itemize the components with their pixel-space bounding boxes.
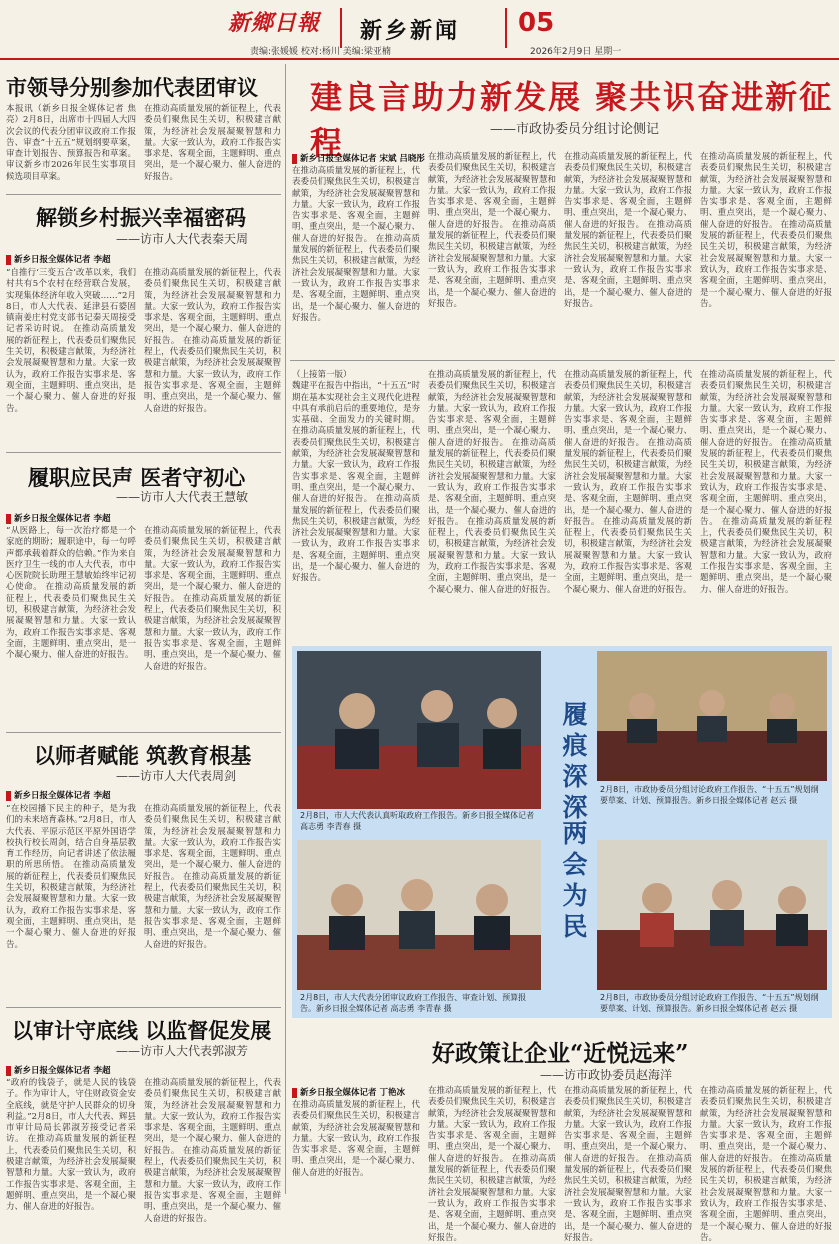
photo-meeting-3	[297, 840, 541, 990]
article-body: “从医路上，每一次治疗都是一个家庭的期盼；履职途中，每一句呼声都承载着群众的信赖。”作为来自医疗卫生一线的市人大代表，市中心医院院长助理王慧敏始终牢记初心使命。 在推动高质量发展的新征程上，代表委员们聚焦民生关切，积极建言献策，为经济社会发展凝聚智慧和力量。大家一致认为，政府工作报告实事求是、客观全面，主题鲜明、重点突出，是一个凝心聚力、催人奋进的好报告。	[6, 526, 136, 661]
masthead-divider-2	[505, 8, 507, 48]
photo-image	[597, 651, 827, 781]
photo-caption: 2月8日，市政协委员分组讨论政府工作报告、“十五五”规划纲要草案、计划、预算报告。新乡日报全媒体记者 赵云 摄	[600, 993, 819, 1013]
divider	[290, 360, 835, 361]
column-rule	[285, 64, 286, 1194]
article-byline: 新乡日报全媒体记者 李超	[6, 253, 110, 265]
article-body-cont: 在推动高质量发展的新征程上，代表委员们聚焦民生关切，积极建言献策，为经济社会发展凝聚智慧和力量。大家一致认为，政府工作报告实事求是、客观全面，主题鲜明、重点突出，是一个凝心聚力、催人奋进的好报告。	[144, 104, 281, 182]
photo-caption: 2月8日，市人大代表分团审议政府工作报告、审查计划、预算报告。新乡日报全媒体记者 高志勇 李青春 摄	[300, 993, 527, 1013]
bottom-body: 在推动高质量发展的新征程上，代表委员们聚焦民生关切，积极建言献策，为经济社会发展凝聚智慧和力量。大家一致认为，政府工作报告实事求是、客观全面，主题鲜明、重点突出，是一个凝心聚力、催人奋进的好报告。 在推动高质量发展的新征程上，代表委员们聚焦民生关切，积极建言献策，为经济社会发展凝聚智慧和力量。大家一致认为，政府工作报告实事求是、客观全面，主题鲜明、重点突出，是一个凝心聚力、催人奋进的好报告。	[700, 1086, 832, 1243]
feature-title-block-2	[545, 800, 595, 1000]
lead-body: 在推动高质量发展的新征程上，代表委员们聚焦民生关切，积极建言献策，为经济社会发展凝聚智慧和力量。大家一致认为，政府工作报告实事求是、客观全面，主题鲜明、重点突出，是一个凝心聚力、催人奋进的好报告。 在推动高质量发展的新征程上，代表委员们聚焦民生关切，积极建言献策，为经济社会发展凝聚智慧和力量。大家一致认为，政府工作报告实事求是、客观全面，主题鲜明、重点突出，是一个凝心聚力、催人奋进的好报告。	[564, 152, 692, 309]
photo-image	[297, 840, 541, 990]
masthead	[0, 0, 839, 62]
photo-caption: 2月8日，市人大代表认真听取政府工作报告。新乡日报全媒体记者 高志勇 李青春 摄	[300, 811, 535, 831]
continued-body: （上接第一版） 魏建平在报告中指出，“十五五”时期在基本实现社会主义现代化进程中具有承前启后的重要地位，是夯实基础、全面发力的关键时期。 在推动高质量发展的新征程上，代表委员们聚焦民生关切，积极建言献策，为经济社会发展凝聚智慧和力量。大家一致认为，政府工作报告实事求是、客观全面，主题鲜明、重点突出，是一个凝心聚力、催人奋进的好报告。 在推动高质量发展的新征程上，代表委员们聚焦民生关切，积极建言献策，为经济社会发展凝聚智慧和力量。大家一致认为，政府工作报告实事求是、客观全面，主题鲜明、重点突出，是一个凝心聚力、催人奋进的好报告。	[292, 370, 420, 584]
continued-body: 在推动高质量发展的新征程上，代表委员们聚焦民生关切，积极建言献策，为经济社会发展凝聚智慧和力量。大家一致认为，政府工作报告实事求是、客观全面，主题鲜明、重点突出，是一个凝心聚力、催人奋进的好报告。 在推动高质量发展的新征程上，代表委员们聚焦民生关切，积极建言献策，为经济社会发展凝聚智慧和力量。大家一致认为，政府工作报告实事求是、客观全面，主题鲜明、重点突出，是一个凝心聚力、催人奋进的好报告。 在推动高质量发展的新征程上，代表委员们聚焦民生关切，积极建言献策，为经济社会发展凝聚智慧和力量。大家一致认为，政府工作报告实事求是、客观全面，主题鲜明、重点突出，是一个凝心聚力、催人奋进的好报告。	[700, 370, 832, 595]
article-body-cont: 在推动高质量发展的新征程上，代表委员们聚焦民生关切，积极建言献策，为经济社会发展凝聚智慧和力量。大家一致认为，政府工作报告实事求是、客观全面，主题鲜明、重点突出，是一个凝心聚力、催人奋进的好报告。 在推动高质量发展的新征程上，代表委员们聚焦民生关切，积极建言献策，为经济社会发展凝聚智慧和力量。大家一致认为，政府工作报告实事求是、客观全面，主题鲜明、重点突出，是一个凝心聚力、催人奋进的好报告。	[144, 804, 281, 950]
article-title: 履职应民声 医者守初心	[28, 465, 246, 490]
page-number: 05	[518, 8, 555, 38]
article-body: 本报讯（新乡日报全媒体记者 焦亮）2月8日，出席市十四届人大四次会议的代表分团审议政府工作报告、审查“十五五”规划纲要草案，审查计划报告、预算报告和草案。审议新乡市2026年民生实事项目候选项目草案。	[6, 104, 136, 182]
article-byline: 新乡日报全媒体记者 李超	[6, 512, 110, 524]
continued-body: 在推动高质量发展的新征程上，代表委员们聚焦民生关切，积极建言献策，为经济社会发展凝聚智慧和力量。大家一致认为，政府工作报告实事求是、客观全面，主题鲜明、重点突出，是一个凝心聚力、催人奋进的好报告。 在推动高质量发展的新征程上，代表委员们聚焦民生关切，积极建言献策，为经济社会发展凝聚智慧和力量。大家一致认为，政府工作报告实事求是、客观全面，主题鲜明、重点突出，是一个凝心聚力、催人奋进的好报告。 在推动高质量发展的新征程上，代表委员们聚焦民生关切，积极建言献策，为经济社会发展凝聚智慧和力量。大家一致认为，政府工作报告实事求是、客观全面，主题鲜明、重点突出，是一个凝心聚力、催人奋进的好报告。	[428, 370, 556, 595]
continued-body: 在推动高质量发展的新征程上，代表委员们聚焦民生关切，积极建言献策，为经济社会发展凝聚智慧和力量。大家一致认为，政府工作报告实事求是、客观全面，主题鲜明、重点突出，是一个凝心聚力、催人奋进的好报告。 在推动高质量发展的新征程上，代表委员们聚焦民生关切，积极建言献策，为经济社会发展凝聚智慧和力量。大家一致认为，政府工作报告实事求是、客观全面，主题鲜明、重点突出，是一个凝心聚力、催人奋进的好报告。 在推动高质量发展的新征程上，代表委员们聚焦民生关切，积极建言献策，为经济社会发展凝聚智慧和力量。大家一致认为，政府工作报告实事求是、客观全面，主题鲜明、重点突出，是一个凝心聚力、催人奋进的好报告。	[564, 370, 692, 595]
bottom-body: 在推动高质量发展的新征程上，代表委员们聚焦民生关切，积极建言献策，为经济社会发展凝聚智慧和力量。大家一致认为，政府工作报告实事求是、客观全面，主题鲜明、重点突出，是一个凝心聚力、催人奋进的好报告。 在推动高质量发展的新征程上，代表委员们聚焦民生关切，积极建言献策，为经济社会发展凝聚智慧和力量。大家一致认为，政府工作报告实事求是、客观全面，主题鲜明、重点突出，是一个凝心聚力、催人奋进的好报告。	[564, 1086, 692, 1243]
lead-body: 在推动高质量发展的新征程上，代表委员们聚焦民生关切，积极建言献策，为经济社会发展凝聚智慧和力量。大家一致认为，政府工作报告实事求是、客观全面，主题鲜明、重点突出，是一个凝心聚力、催人奋进的好报告。 在推动高质量发展的新征程上，代表委员们聚焦民生关切，积极建言献策，为经济社会发展凝聚智慧和力量。大家一致认为，政府工作报告实事求是、客观全面，主题鲜明、重点突出，是一个凝心聚力、催人奋进的好报告。	[292, 166, 420, 323]
article-subtitle: ——访市人大代表周剑	[116, 769, 237, 783]
article-body-cont: 在推动高质量发展的新征程上，代表委员们聚焦民生关切，积极建言献策，为经济社会发展凝聚智慧和力量。大家一致认为，政府工作报告实事求是、客观全面，主题鲜明、重点突出，是一个凝心聚力、催人奋进的好报告。 在推动高质量发展的新征程上，代表委员们聚焦民生关切，积极建言献策，为经济社会发展凝聚智慧和力量。大家一致认为，政府工作报告实事求是、客观全面，主题鲜明、重点突出，是一个凝心聚力、催人奋进的好报告。	[144, 1078, 281, 1224]
issue-date: 2026年2月9日 星期一	[530, 47, 622, 57]
article-title: 以师者赋能 筑教育根基	[34, 743, 252, 768]
bottom-title: 好政策让企业“近悦远来”	[432, 1040, 689, 1067]
lead-body: 在推动高质量发展的新征程上，代表委员们聚焦民生关切，积极建言献策，为经济社会发展凝聚智慧和力量。大家一致认为，政府工作报告实事求是、客观全面，主题鲜明、重点突出，是一个凝心聚力、催人奋进的好报告。 在推动高质量发展的新征程上，代表委员们聚焦民生关切，积极建言献策，为经济社会发展凝聚智慧和力量。大家一致认为，政府工作报告实事求是、客观全面，主题鲜明、重点突出，是一个凝心聚力、催人奋进的好报告。	[428, 152, 556, 309]
article-body: “在校园播下民主的种子，是为我们的未来培育森林。”2月8日，市人大代表、平原示范区平原外国语学校执行校长周剑，结合自身基层教育工作经历，向记者讲述了依法履职的所思所悟。 在推动高质量发展的新征程上，代表委员们聚焦民生关切，积极建言献策，为经济社会发展凝聚智慧和力量。大家一致认为，政府工作报告实事求是、客观全面，主题鲜明、重点突出，是一个凝心聚力、催人奋进的好报告。	[6, 804, 136, 950]
lead-title: 建良言助力新发展 聚共识奋进新征程	[310, 78, 834, 162]
feature-title-a: 履痕深深	[559, 701, 588, 825]
photo-meeting-2	[597, 651, 827, 781]
lead-byline: 新乡日报全媒体记者 宋斌 吕晓彤	[292, 152, 425, 164]
article-subtitle: ——访市人大代表王慧敏	[116, 490, 249, 504]
article-body: “自推行‘三变五合’改革以来，我们村共有5个农村在经营联合发展，实现集体经济年收入突破……”2月8日，市人大代表、延津县石婆固镇南姜庄村党支部书记秦天周接受记者采访时说。 在推动高质量发展的新征程上，代表委员们聚焦民生关切，积极建言献策，为经济社会发展凝聚智慧和力量。大家一致认为，政府工作报告实事求是、客观全面，主题鲜明、重点突出，是一个凝心聚力、催人奋进的好报告。	[6, 268, 136, 414]
photo-image	[597, 840, 827, 990]
editor-credits: 责编:张媛媛 校对:杨川 美编:梁亚楠	[250, 47, 391, 57]
divider	[6, 732, 281, 733]
divider	[6, 1007, 281, 1008]
photo-caption: 2月8日，市政协委员分组讨论政府工作报告、“十五五”规划纲要草案、计划、预算报告。新乡日报全媒体记者 赵云 摄	[600, 785, 819, 805]
masthead-divider	[340, 8, 342, 48]
lead-body: 在推动高质量发展的新征程上，代表委员们聚焦民生关切，积极建言献策，为经济社会发展凝聚智慧和力量。大家一致认为，政府工作报告实事求是、客观全面，主题鲜明、重点突出，是一个凝心聚力、催人奋进的好报告。 在推动高质量发展的新征程上，代表委员们聚焦民生关切，积极建言献策，为经济社会发展凝聚智慧和力量。大家一致认为，政府工作报告实事求是、客观全面，主题鲜明、重点突出，是一个凝心聚力、催人奋进的好报告。	[700, 152, 832, 309]
edition-name: 新乡新闻	[360, 18, 461, 44]
article-byline: 新乡日报全媒体记者 李超	[6, 1064, 110, 1076]
article-body-cont: 在推动高质量发展的新征程上，代表委员们聚焦民生关切，积极建言献策，为经济社会发展凝聚智慧和力量。大家一致认为，政府工作报告实事求是、客观全面，主题鲜明、重点突出，是一个凝心聚力、催人奋进的好报告。 在推动高质量发展的新征程上，代表委员们聚焦民生关切，积极建言献策，为经济社会发展凝聚智慧和力量。大家一致认为，政府工作报告实事求是、客观全面，主题鲜明、重点突出，是一个凝心聚力、催人奋进的好报告。	[144, 268, 281, 414]
bottom-subtitle: ——访市政协委员赵海洋	[540, 1068, 673, 1082]
article-subtitle: ——访市人大代表郭淑芳	[116, 1044, 249, 1058]
article-subtitle: ——访市人大代表秦天周	[116, 232, 249, 246]
photo-meeting-1	[297, 651, 541, 809]
divider	[6, 194, 281, 195]
article-title: 解锁乡村振兴幸福密码	[36, 205, 246, 230]
lead-subtitle: ——市政协委员分组讨论侧记	[490, 122, 660, 137]
left-column	[6, 64, 281, 1224]
masthead-rule	[0, 58, 839, 60]
article-body-cont: 在推动高质量发展的新征程上，代表委员们聚焦民生关切，积极建言献策，为经济社会发展凝聚智慧和力量。大家一致认为，政府工作报告实事求是、客观全面，主题鲜明、重点突出，是一个凝心聚力、催人奋进的好报告。 在推动高质量发展的新征程上，代表委员们聚焦民生关切，积极建言献策，为经济社会发展凝聚智慧和力量。大家一致认为，政府工作报告实事求是、客观全面，主题鲜明、重点突出，是一个凝心聚力、催人奋进的好报告。	[144, 526, 281, 672]
article-title: 市领导分别参加代表团审议	[6, 75, 258, 100]
bottom-body: 在推动高质量发展的新征程上，代表委员们聚焦民生关切，积极建言献策，为经济社会发展凝聚智慧和力量。大家一致认为，政府工作报告实事求是、客观全面，主题鲜明、重点突出，是一个凝心聚力、催人奋进的好报告。	[292, 1100, 420, 1178]
photo-image	[297, 651, 541, 809]
article-title: 以审计守底线 以监督促发展	[12, 1018, 272, 1043]
bottom-body: 在推动高质量发展的新征程上，代表委员们聚焦民生关切，积极建言献策，为经济社会发展凝聚智慧和力量。大家一致认为，政府工作报告实事求是、客观全面，主题鲜明、重点突出，是一个凝心聚力、催人奋进的好报告。 在推动高质量发展的新征程上，代表委员们聚焦民生关切，积极建言献策，为经济社会发展凝聚智慧和力量。大家一致认为，政府工作报告实事求是、客观全面，主题鲜明、重点突出，是一个凝心聚力、催人奋进的好报告。	[428, 1086, 556, 1243]
divider	[6, 452, 281, 453]
article-body: “政府的钱袋子，就是人民的钱袋子。作为审计人，守住财政资金安全底线，就是守护人民群众的切身利益。”2月8日，市人大代表、辉县市审计局局长郭淑芳接受记者采访。 在推动高质量发展的新征程上，代表委员们聚焦民生关切，积极建言献策，为经济社会发展凝聚智慧和力量。大家一致认为，政府工作报告实事求是、客观全面，主题鲜明、重点突出，是一个凝心聚力、催人奋进的好报告。	[6, 1078, 136, 1213]
feature-title-b: 两会为民	[559, 820, 588, 944]
bottom-byline: 新乡日报全媒体记者 丁艳冰	[292, 1086, 405, 1098]
photo-meeting-4	[597, 840, 827, 990]
article-byline: 新乡日报全媒体记者 李超	[6, 789, 110, 801]
newspaper-logo: 新鄉日報	[228, 10, 321, 36]
